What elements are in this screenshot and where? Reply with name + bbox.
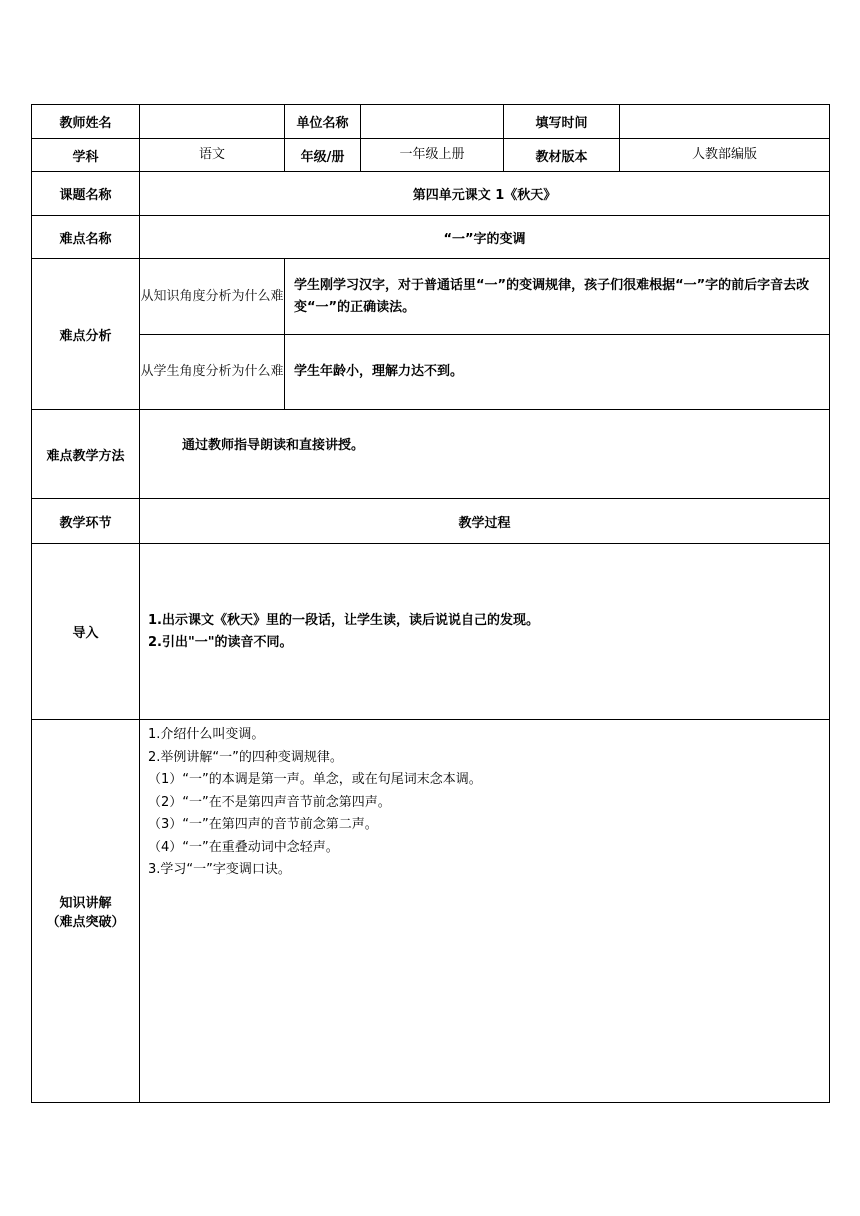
intro-content bbox=[140, 544, 830, 720]
fill-time-label: 填写时间 bbox=[504, 105, 620, 139]
lesson-design-form bbox=[31, 104, 829, 1103]
process-header-row bbox=[32, 499, 830, 544]
grade-value: 一年级上册 bbox=[361, 139, 504, 172]
knowledge-row bbox=[32, 720, 830, 1103]
unit-name-label: 单位名称 bbox=[285, 105, 361, 139]
method-label: 难点教学方法 bbox=[32, 410, 140, 499]
difficulty-row bbox=[32, 216, 830, 259]
method-text-cell bbox=[140, 410, 830, 499]
method-text: 通过教师指导朗读和直接讲授。 bbox=[182, 438, 365, 453]
knowledge-line-5: （3）“一”在第四声的音节前念第二声。 bbox=[148, 817, 378, 832]
form-table bbox=[31, 104, 830, 1103]
knowledge-angle-text: 学生刚学习汉字，对于普通话里“一”的变调规律，孩子们很难根据“一”字的前后字音去改变“一”的正确读法。 bbox=[285, 259, 830, 335]
fill-time-value[interactable] bbox=[620, 105, 830, 139]
knowledge-line-3: （1）“一”的本调是第一声。单念，或在句尾词末念本调。 bbox=[148, 772, 482, 787]
subject-value: 语文 bbox=[140, 139, 285, 172]
topic-label: 课题名称 bbox=[32, 172, 140, 216]
knowledge-line-2: 2.举例讲解“一”的四种变调规律。 bbox=[148, 749, 343, 765]
difficulty-label: 难点名称 bbox=[32, 216, 140, 259]
edition-label: 教材版本 bbox=[504, 139, 620, 172]
stage-label: 教学环节 bbox=[32, 499, 140, 544]
difficulty-value: “一”字的变调 bbox=[140, 216, 830, 259]
header-row bbox=[32, 105, 830, 139]
knowledge-line-6: （4）“一”在重叠动词中念轻声。 bbox=[148, 839, 339, 855]
knowledge-label-line-2: （难点突破） bbox=[46, 915, 125, 930]
unit-name-value[interactable] bbox=[361, 105, 504, 139]
knowledge-line-1: 1.介绍什么叫变调。 bbox=[148, 727, 265, 742]
knowledge-label-line-1: 知识讲解 bbox=[59, 896, 112, 911]
knowledge-line-7: 3.学习“一”字变调口诀。 bbox=[148, 862, 291, 877]
analysis-knowledge-row bbox=[32, 259, 830, 335]
edition-value: 人教部编版 bbox=[620, 139, 830, 172]
student-angle-text: 学生年龄小，理解力达不到。 bbox=[285, 335, 830, 410]
method-row bbox=[32, 410, 830, 499]
knowledge-content bbox=[140, 720, 830, 1103]
teacher-name-label: 教师姓名 bbox=[32, 105, 140, 139]
knowledge-line-4: （2）“一”在不是第四声音节前念第四声。 bbox=[148, 794, 391, 810]
intro-row bbox=[32, 544, 830, 720]
intro-label: 导入 bbox=[32, 544, 140, 720]
knowledge-label-cell bbox=[32, 720, 140, 1103]
teacher-name-value[interactable] bbox=[140, 105, 285, 139]
analysis-label: 难点分析 bbox=[32, 259, 140, 410]
info-row bbox=[32, 139, 830, 172]
analysis-student-row bbox=[32, 335, 830, 410]
process-label: 教学过程 bbox=[140, 499, 830, 544]
topic-value: 第四单元课文 1《秋天》 bbox=[140, 172, 830, 216]
student-angle-label: 从学生角度分析为什么难 bbox=[140, 335, 285, 410]
knowledge-angle-label: 从知识角度分析为什么难 bbox=[140, 259, 285, 335]
intro-line-1: 1.出示课文《秋天》里的一段话，让学生读，读后说说自己的发现。 bbox=[148, 612, 539, 628]
topic-row bbox=[32, 172, 830, 216]
intro-line-2: 2.引出"一"的读音不同。 bbox=[148, 634, 293, 650]
subject-label: 学科 bbox=[32, 139, 140, 172]
grade-label: 年级/册 bbox=[285, 139, 361, 172]
